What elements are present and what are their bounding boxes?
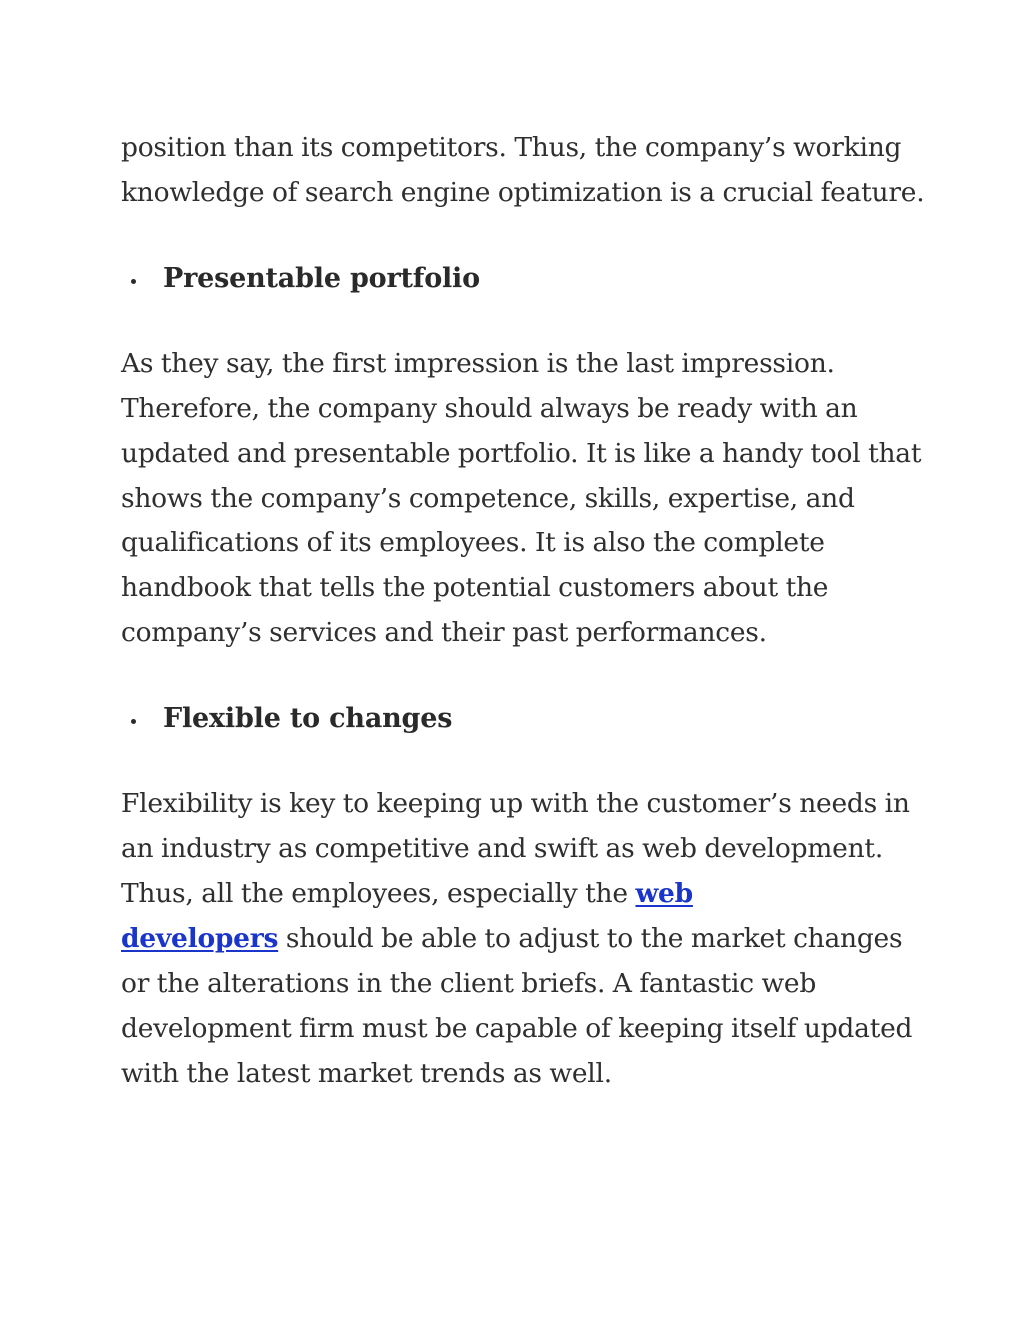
section-heading: Presentable portfolio [163, 262, 480, 294]
intro-paragraph [121, 126, 925, 216]
text-line: shows the company’s competence, skills, expertise, and [121, 482, 855, 514]
bullet-icon [131, 719, 136, 724]
text-line: or the alterations in the client briefs. A fantastic web [121, 967, 817, 999]
web-developers-link-continued[interactable]: developers [121, 922, 279, 954]
flexible-paragraph [121, 782, 911, 1096]
document-page [121, 126, 925, 1097]
bullet-icon [131, 279, 136, 284]
text-line: an industry as competitive and swift as web development. [121, 833, 884, 865]
text-line: handbook that tells the potential customers about the [121, 572, 829, 604]
text-line: knowledge of search engine optimization is a crucial feature. [121, 176, 925, 208]
portfolio-paragraph [121, 342, 922, 656]
text-line: development firm must be capable of keeping itself updated [121, 1012, 913, 1044]
text-line [121, 917, 911, 962]
text-segment: Thus, all the employees, especially the [121, 877, 636, 909]
text-line: qualifications of its employees. It is also the complete [121, 527, 825, 559]
section-heading: Flexible to changes [163, 703, 453, 735]
text-segment: should be able to adjust to the market changes [278, 922, 903, 954]
heading-presentable-portfolio [121, 257, 911, 301]
text-line: with the latest market trends as well. [121, 1057, 612, 1089]
text-line: updated and presentable portfolio. It is like a handy tool that [121, 437, 922, 469]
text-line: company’s services and their past performances. [121, 617, 767, 649]
text-line: Therefore, the company should always be ready with an [121, 392, 858, 424]
heading-flexible-to-changes [121, 697, 911, 741]
text-line: As they say, the first impression is the last impression. [121, 347, 835, 379]
text-line: Flexibility is key to keeping up with the customer’s needs in [121, 788, 910, 820]
web-developers-link[interactable]: web [635, 877, 693, 909]
text-line: position than its competitors. Thus, the company’s working [121, 132, 902, 163]
text-line [121, 872, 911, 917]
